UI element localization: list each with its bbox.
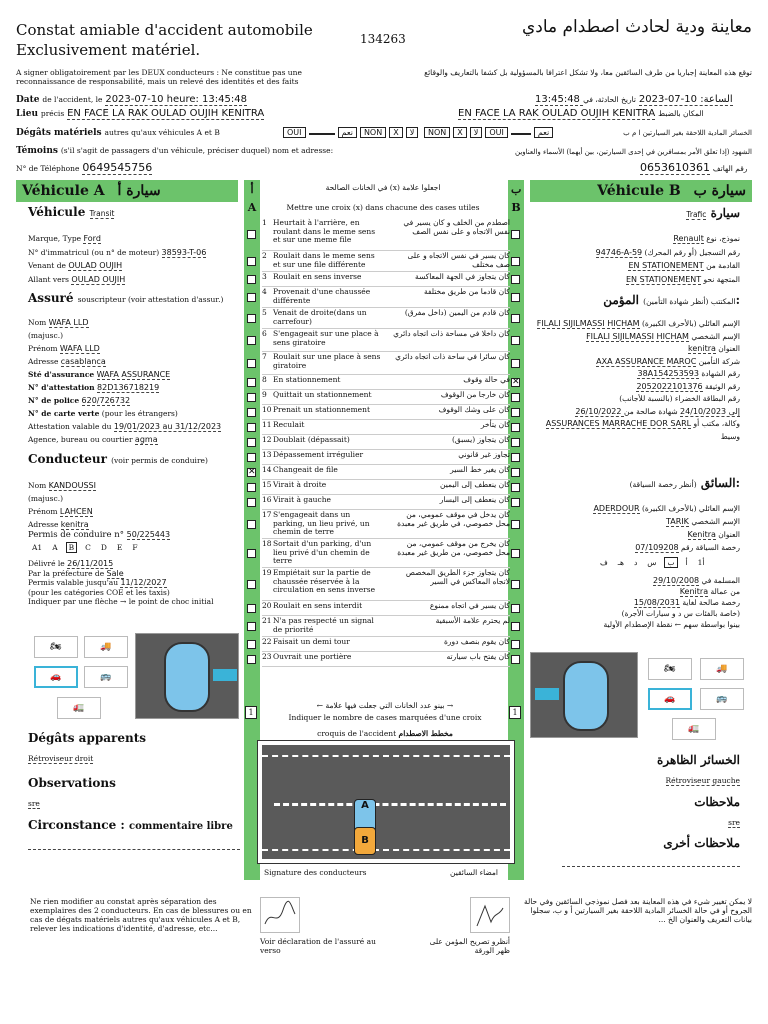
assure-b-agence[interactable]: ASSURANCES MARRACHE DOR SARL bbox=[545, 419, 692, 428]
count-b[interactable]: 1 bbox=[509, 706, 521, 719]
checkbox-a[interactable] bbox=[247, 622, 256, 631]
vehicle-a-immat[interactable]: 38593-T-06 bbox=[161, 247, 207, 257]
row-number: 6 bbox=[262, 329, 267, 338]
row-ar: كان ينعطف إلى اليسار bbox=[439, 495, 510, 504]
checkbox-b[interactable] bbox=[511, 230, 520, 239]
circumstance-row bbox=[262, 421, 510, 435]
circumstance-row bbox=[262, 653, 510, 667]
permit-category[interactable]: F bbox=[132, 543, 138, 552]
decl-ar: أنظرو تصريح المؤمن على ظهر الورقة bbox=[429, 937, 510, 955]
row-ar: كان يتأخر bbox=[480, 420, 510, 429]
conducteur-b: (أنظر رخصة السياقة) السائق: bbox=[629, 476, 740, 490]
row-ar: كان يتجاوز في الجهة المعاكسة bbox=[414, 272, 510, 281]
degats-b-value-wrap bbox=[540, 776, 740, 785]
checkbox-a[interactable] bbox=[247, 408, 256, 417]
circumstance-row bbox=[262, 252, 510, 272]
checkbox-b[interactable] bbox=[511, 378, 520, 387]
row-fr: Roulait sur une place à sens giratoire bbox=[273, 352, 381, 370]
checkbox-b[interactable] bbox=[511, 314, 520, 323]
row-number: 7 bbox=[262, 352, 267, 361]
checkbox-a[interactable] bbox=[247, 293, 256, 302]
checkbox-a[interactable] bbox=[247, 438, 256, 447]
assure-a-fields: Nom WAFA LLD (majusc.) Prénom WAFA LLD Adresse casablanca Sté d'assurance WAFA ASSURANCE N° d'attestation 82D136718219 N° de police 620/726732 N° de carte verte (pour les étrangers) Attestation valable du 19/01/2023 au 31/12/2023 Agence, bureau ou courtier agma bbox=[28, 318, 222, 444]
permis-a-categories bbox=[30, 542, 146, 553]
damages-a-non[interactable]: NON bbox=[360, 127, 386, 138]
row-ar: كان يدخل في موقف عمومي، من محل خصوصي، في طريق غير معبدة bbox=[397, 510, 510, 528]
circumstance-row bbox=[262, 481, 510, 495]
signature-b[interactable] bbox=[470, 897, 510, 933]
checkbox-b[interactable] bbox=[511, 468, 520, 477]
obs-a-title: Observations bbox=[28, 776, 116, 790]
circumstance-row bbox=[262, 309, 510, 329]
circumstance-row bbox=[262, 353, 510, 375]
row-fr: Doublait (dépassait) bbox=[273, 435, 350, 444]
vehicle-type-moto-a[interactable]: 🏍 bbox=[34, 636, 78, 658]
lieu-value[interactable]: EN FACE LA RAK OULAD OUJIH KENITRA bbox=[67, 108, 265, 119]
row-ar: كان ينعطف إلى اليمين bbox=[440, 480, 510, 489]
row-fr: Roulait dans le meme sens et sur une file différente bbox=[273, 251, 375, 269]
degats-b-value[interactable]: Rétroviseur gauche bbox=[665, 776, 740, 785]
witness-line: Témoins (s'il s'agit de passagers d'un véhicule, préciser duquel) nom et adresse: bbox=[16, 146, 334, 156]
intro-fr: A signer obligatoirement par les DEUX conducteurs : Ne constitue pas une reconnaissance de responsabilité, mais un relevé des identités et des faits bbox=[16, 68, 302, 86]
row-ar: كان على وشك الوقوف bbox=[438, 405, 510, 414]
assure-a: Assuré souscripteur (voir attestation d'assur.) bbox=[28, 291, 224, 305]
row-fr: Roulait en sens inverse bbox=[273, 272, 362, 281]
sketch-lane-mid bbox=[274, 803, 506, 806]
sig-ar: امضاء السائقين bbox=[450, 868, 498, 877]
checkbox-b[interactable] bbox=[511, 604, 520, 613]
degats-a-value[interactable]: Rétroviseur droit bbox=[28, 754, 94, 763]
damages-b-oui[interactable]: OUI bbox=[485, 127, 508, 138]
circumstance-row bbox=[262, 288, 510, 308]
witness-tel: N° de Téléphone 0649545756 bbox=[16, 161, 153, 174]
assure-b-ste[interactable]: AXA ASSURANCE MAROC bbox=[596, 356, 697, 366]
checkbox-a[interactable] bbox=[247, 359, 256, 368]
permit-category[interactable]: A1 bbox=[32, 543, 43, 552]
row-fr: Sortait d'un parking, d'un lieu privé d'un chemin de terre bbox=[273, 539, 372, 565]
circumstance-row bbox=[262, 391, 510, 405]
permit-category[interactable]: أ1 bbox=[697, 558, 705, 567]
row-number: 3 bbox=[262, 272, 267, 281]
vehicle-a-fields: Marque, Type Ford N° d'immatricul (ou n° de moteur) 38593-T-06 Venant de OULAD OUJIH Allant vers OULAD OUJIH bbox=[28, 234, 207, 284]
obs-b-value[interactable]: sre bbox=[728, 818, 740, 827]
vehicle-a-header: Véhicule A سيارة أ bbox=[16, 180, 238, 202]
checkbox-a[interactable] bbox=[247, 314, 256, 323]
row-fr: Quittait un stationnement bbox=[273, 390, 372, 399]
damages-ar: الخسائر المادية اللاحقة بغير السيارتين ا م ب bbox=[623, 129, 752, 137]
checkbox-b[interactable] bbox=[511, 580, 520, 589]
circumstance-row bbox=[262, 602, 510, 616]
sketch-road bbox=[262, 745, 510, 859]
row-fr: Virait à gauche bbox=[273, 495, 331, 504]
checkbox-b[interactable] bbox=[511, 275, 520, 284]
assure-a-valid[interactable]: 19/01/2023 au 31/12/2023 bbox=[113, 422, 222, 431]
row-number: 1 bbox=[262, 218, 267, 227]
checkbox-a[interactable] bbox=[247, 640, 256, 649]
checkbox-b[interactable] bbox=[511, 453, 520, 462]
damages-b-boxes: NON X لا OUI نعم bbox=[424, 127, 556, 138]
circumstance-row bbox=[262, 569, 510, 601]
date-ar-line: 13:45:48 الساعة: 10-07-2023 تاريخ الحادثة، في bbox=[535, 94, 733, 105]
vehicle-a-marque[interactable]: Ford bbox=[83, 234, 101, 243]
assure-b-nom[interactable]: FILALI SIJILMASSI HICHAM bbox=[536, 319, 640, 328]
row-number: 8 bbox=[262, 375, 267, 384]
row-fr: Heurtait à l'arrière, en roulant dans le meme sens et sur une meme file bbox=[273, 218, 376, 244]
title-fr: Constat amiable d'accident automobile Exclusivement matériel. bbox=[16, 21, 313, 59]
permit-category[interactable]: D bbox=[100, 543, 107, 552]
row-number: 9 bbox=[262, 390, 267, 399]
checkbox-b[interactable] bbox=[511, 640, 520, 649]
vehicle-type-truck-a[interactable]: 🚛 bbox=[57, 697, 101, 719]
circumstance-row bbox=[262, 496, 510, 510]
circ-b-title: ملاحظات أخرى bbox=[663, 836, 740, 850]
vehicle-type-car-b[interactable]: 🚗 bbox=[648, 688, 692, 710]
row-fr: Faisait un demi tour bbox=[273, 637, 350, 646]
col-a-label: أ A bbox=[247, 183, 257, 214]
checkbox-b[interactable] bbox=[511, 549, 520, 558]
row-ar: تجاوز غير قانوني bbox=[458, 450, 510, 459]
circumstance-row bbox=[262, 466, 510, 480]
footer-fr: Ne rien modifier au constat après séparation des exemplaires des 2 conducteurs. En cas de blessures ou en cas de dégats matériels autres qu'aux véhicules A et B, relever les indications d'identité, d'adresse, etc... bbox=[30, 897, 252, 933]
assure-a-attest[interactable]: 82D136718219 bbox=[97, 383, 160, 392]
permis-b-dates: 29/10/2008 المسلمة في Kenitra من عمالة 15/08/2031 رخصة صالحة لغاية (خاصة بالفئات س د و سيارات الأجرة) بينوا بواسطة سهم ← نقطة الإصطدام الأولية bbox=[603, 576, 740, 629]
assure-a-prenom[interactable]: WAFA LLD bbox=[59, 344, 100, 353]
sketch-car-a: A bbox=[354, 799, 376, 833]
row-number: 21 bbox=[262, 616, 272, 625]
witness-ar: الشهود (إذا تعلق الأمر بمسافرين في إحدى السيارتين، بين أيهما) الأسماء والعناوين bbox=[514, 148, 752, 156]
conducteur-a-prenom[interactable]: LAHCEN bbox=[59, 507, 93, 516]
checkbox-a[interactable] bbox=[247, 378, 256, 387]
checkbox-a[interactable] bbox=[247, 423, 256, 432]
sig-fr: Signature des conducteurs bbox=[264, 868, 367, 877]
checkbox-a[interactable] bbox=[247, 336, 256, 345]
vehicle-a-venant[interactable]: OULAD OUJIH bbox=[68, 261, 123, 270]
row-fr: Prenait un stationnement bbox=[273, 405, 370, 414]
row-fr: Roulait en sens interdit bbox=[273, 601, 363, 610]
row-fr: Venait de droite(dans un carrefour) bbox=[273, 308, 367, 326]
assure-b-prenom[interactable]: FILALI SIJILMASSI HICHAM bbox=[586, 331, 689, 341]
conducteur-b-adresse[interactable]: Kenitra bbox=[687, 530, 716, 539]
vehicle-b-allant[interactable]: EN STATIONEMENT bbox=[625, 274, 702, 284]
permit-category[interactable]: ف bbox=[600, 558, 608, 567]
degats-b-title: الخسائر الظاهرة bbox=[657, 753, 740, 767]
circ-a-title: Circonstance : commentaire libre bbox=[28, 818, 233, 832]
checkbox-a[interactable] bbox=[247, 230, 256, 239]
vehicle-b-section: Trafic سيارة bbox=[686, 206, 740, 220]
permis-a-number[interactable]: 50/225443 bbox=[126, 530, 171, 539]
circumstance-row bbox=[262, 376, 510, 390]
row-number: 15 bbox=[262, 480, 272, 489]
row-number: 14 bbox=[262, 465, 272, 474]
permit-category[interactable]: A bbox=[52, 543, 58, 552]
impact-arrow-b bbox=[535, 688, 559, 700]
impact-arrow-a bbox=[213, 669, 237, 681]
vehicle-b-venant[interactable]: EN STATIONEMENT bbox=[628, 261, 704, 270]
row-number: 19 bbox=[262, 568, 272, 577]
checkbox-a[interactable] bbox=[247, 483, 256, 492]
sketch-lane-bottom bbox=[262, 849, 510, 851]
circ-b-line[interactable] bbox=[562, 866, 740, 867]
impact-diagram-a[interactable] bbox=[135, 633, 239, 719]
row-number: 17 bbox=[262, 510, 272, 519]
checkbox-b[interactable] bbox=[511, 336, 520, 345]
row-ar: اصطدم من الخلف و كان يسير في نفس الاتجاه و على نفس الصف bbox=[403, 218, 510, 236]
circumstance-row bbox=[262, 219, 510, 251]
signature-b-icon bbox=[471, 898, 509, 932]
assure-a-police[interactable]: 620/726732 bbox=[81, 396, 131, 405]
conducteur-b-fields: ADERDOUR الإسم العائلي (بالأحرف الكبيرة) TARIK الإسم الشخصي Kenitra العنوان 07/109208 رخصة السياقة رقم bbox=[593, 504, 740, 552]
assure-b-police[interactable]: 2052022101376 bbox=[636, 381, 703, 391]
conducteur-a-adresse[interactable]: kenitra bbox=[60, 520, 89, 529]
row-number: 20 bbox=[262, 601, 272, 610]
row-fr: S'engageait dans un parking, un lieu privé, un chemin de terre bbox=[273, 510, 370, 536]
checkbox-b[interactable] bbox=[511, 359, 520, 368]
row-ar: كان سائرا في ساحة ذات اتجاه دائري bbox=[395, 352, 510, 361]
signature-a[interactable] bbox=[260, 897, 300, 933]
vehicle-type-car-a[interactable]: 🚗 bbox=[34, 666, 78, 688]
witness-tel-ar-value[interactable]: 0653610361 bbox=[640, 161, 710, 174]
date-value[interactable]: 2023-07-10 heure: 13:45:48 bbox=[105, 94, 247, 105]
row-fr: N'a pas respecté un signal de priorité bbox=[273, 616, 374, 634]
croquis-title: croquis de l'accident مخطط الاصطدام bbox=[317, 729, 453, 738]
checkbox-b[interactable] bbox=[511, 257, 520, 266]
row-ar: كان قادم من اليمين (داخل مفرق) bbox=[404, 308, 510, 317]
checkbox-a[interactable] bbox=[247, 453, 256, 462]
checkbox-b[interactable] bbox=[511, 393, 520, 402]
row-number: 11 bbox=[262, 420, 272, 429]
checkbox-b[interactable] bbox=[511, 423, 520, 432]
obs-b-title: ملاحظات bbox=[694, 795, 740, 809]
checkbox-a[interactable] bbox=[247, 257, 256, 266]
checkbox-a[interactable] bbox=[247, 393, 256, 402]
degats-a-title: Dégâts apparents bbox=[28, 731, 146, 745]
vehicle-type-bus-b[interactable]: 🚌 bbox=[700, 688, 744, 710]
circumstance-row bbox=[262, 451, 510, 465]
witness-tel-value[interactable]: 0649545756 bbox=[82, 161, 153, 174]
vehicle-type-truck-b[interactable]: 🚛 bbox=[672, 718, 716, 740]
assure-a-adresse[interactable]: casablanca bbox=[60, 357, 106, 366]
row-fr: En stationnement bbox=[273, 375, 341, 384]
conducteur-a-fields: Nom KANDOUSSI (majusc.) Prénom LAHCEN Adresse kenitra bbox=[28, 481, 96, 529]
assure-b-fields: FILALI SIJILMASSI HICHAM الإسم العائلي (بالأحرف الكبيرة) FILALI SIJILMASSI HICHAM الإسم الشخصي kenitra العنوان AXA ASSURANCE MAROC شركة التأمين 38A154253593 رقم الشهادة 2052022101376 رقم الوثيقة رقم البطاقة الخضراء (بالنسبة للأجانب) 26/10/2022 إلى 24/10/2023 شهادة صالحة من ASSURANCES MARRACHE DOR SARL وكالة، مكتب أو وسيط bbox=[536, 319, 740, 441]
row-number: 12 bbox=[262, 435, 272, 444]
permis-a: Permis de conduire n° 50/225443 bbox=[28, 530, 171, 540]
col-b-label: ب B bbox=[511, 183, 522, 214]
row-ar: كان يغير خط السير bbox=[450, 465, 510, 474]
permit-category[interactable]: أ bbox=[685, 558, 688, 567]
circumstance-row bbox=[262, 330, 510, 352]
permit-category[interactable]: هـ bbox=[617, 558, 624, 567]
checkbox-a[interactable] bbox=[247, 275, 256, 284]
middle-head-fr: Mettre une croix (x) dans chacune des cases utiles bbox=[286, 203, 480, 212]
row-ar: كان يتجاوز جزء الطريق المخصص لاتجاه المعاكس في السير bbox=[405, 568, 510, 586]
lieu-ar-line: EN FACE LA RAK OULAD OUJIH KENITRA المكان بالضبط bbox=[458, 108, 704, 119]
damages-a-oui[interactable]: OUI bbox=[283, 127, 306, 138]
permit-category[interactable]: B bbox=[66, 542, 78, 553]
row-ar: كان يسير في نفس الاتجاه و على صف مختلف bbox=[407, 251, 510, 269]
decl-fr: Voir déclaration de l'assuré au verso bbox=[260, 937, 376, 955]
vehicle-type-van-b[interactable]: 🚚 bbox=[700, 658, 744, 680]
row-fr: Reculait bbox=[273, 420, 305, 429]
checkbox-b[interactable] bbox=[511, 622, 520, 631]
checkbox-b[interactable] bbox=[511, 438, 520, 447]
date-ar-value[interactable]: 13:45:48 الساعة: 10-07-2023 bbox=[535, 94, 733, 105]
checkbox-a[interactable] bbox=[247, 520, 256, 529]
form-number: 134263 bbox=[360, 32, 406, 46]
row-number: 2 bbox=[262, 251, 267, 260]
damages-b-non[interactable]: NON bbox=[424, 127, 450, 138]
permit-category[interactable]: C bbox=[85, 543, 91, 552]
row-ar: كان يقوم بنصف دورة bbox=[443, 637, 510, 646]
sketch-car-b: B bbox=[354, 827, 376, 855]
vehicle-a-section: Véhicule Transit bbox=[28, 205, 115, 219]
row-number: 22 bbox=[262, 637, 272, 646]
sketch-lane-top bbox=[262, 755, 510, 757]
row-ar: كان خارجا من الوقوف bbox=[440, 390, 510, 399]
permis-b-number[interactable]: 07/109208 bbox=[635, 543, 679, 552]
damages-line: Dégâts matériels autres qu'aux véhicules A et B bbox=[16, 128, 220, 138]
count-ar: ← بينو عدد الخانات التي جعلت فيها علامة → bbox=[316, 701, 454, 710]
checkbox-a[interactable] bbox=[247, 468, 256, 477]
assure-b-valid[interactable]: 26/10/2022 إلى 24/10/2023 bbox=[575, 406, 740, 416]
vehicle-type-bus-a[interactable]: 🚌 bbox=[84, 666, 128, 688]
permit-category[interactable]: د bbox=[633, 558, 638, 567]
row-ar: كان يسير في اتجاه ممنوع bbox=[429, 601, 510, 610]
checkbox-a[interactable] bbox=[247, 655, 256, 664]
row-number: 4 bbox=[262, 287, 267, 296]
conducteur-b-nom[interactable]: ADERDOUR bbox=[593, 504, 640, 513]
title-ar: معاينة ودية لحادث اصطدام مادي bbox=[521, 17, 752, 37]
circumstance-row bbox=[262, 638, 510, 652]
signature-a-icon bbox=[261, 898, 299, 932]
row-fr: Empiétait sur la partie de chaussée réservée à la circulation en sens inverse bbox=[273, 568, 376, 594]
row-ar: كان يتجاوز (يسبق) bbox=[451, 435, 510, 444]
middle-head-ar: اجعلوا علامة (x) في الخانات الصالحة bbox=[325, 183, 441, 192]
checkbox-a[interactable] bbox=[247, 549, 256, 558]
conducteur-a-nom[interactable]: KANDOUSSI bbox=[48, 481, 96, 490]
vehicle-b-fields: Renault نموذج، نوع 94746-A-59 رقم التسجيل (أو رقم المحرك) EN STATIONEMENT القادمة من EN STATIONEMENT المتجهة نحو bbox=[595, 234, 740, 284]
row-ar: كان يخرج من موقف عمومي، من محل خصوصي، من طريق غير معبدة bbox=[397, 539, 510, 557]
row-number: 10 bbox=[262, 405, 272, 414]
row-number: 13 bbox=[262, 450, 272, 459]
obs-a-value[interactable]: sre bbox=[28, 799, 40, 808]
permit-category[interactable]: ب bbox=[664, 557, 677, 568]
row-number: 18 bbox=[262, 539, 272, 548]
count-fr: Indiquer le nombre de cases marquées d'une croix bbox=[288, 713, 482, 722]
row-number: 16 bbox=[262, 495, 272, 504]
circumstance-row bbox=[262, 617, 510, 637]
checkbox-b[interactable] bbox=[511, 408, 520, 417]
checkbox-b[interactable] bbox=[511, 655, 520, 664]
vehicle-b-header: Véhicule B سيارة ب bbox=[530, 180, 752, 202]
assure-a-ste[interactable]: WAFA ASSURANCE bbox=[96, 370, 171, 379]
permit-category[interactable]: س bbox=[647, 558, 657, 567]
row-fr: Ouvrait une portière bbox=[273, 652, 352, 661]
row-ar: كان داخلا في مساحة ذات اتجاه دائري bbox=[393, 329, 510, 338]
row-fr: Changeait de file bbox=[273, 465, 338, 474]
circumstance-row bbox=[262, 540, 510, 568]
row-fr: Provenait d'une chaussée différente bbox=[273, 287, 371, 305]
car-top-b bbox=[563, 661, 609, 731]
permis-a-dates: Délivré le 26/11/2015 Par la préfecture de Sale Permis valable jusqu'au 11/12/2027 (pour les catégories COE et les taxis) Indiquer par une flèche → le point de choc initial bbox=[28, 559, 214, 606]
assure-a-agence[interactable]: agma bbox=[134, 435, 158, 444]
checkbox-b[interactable] bbox=[511, 483, 520, 492]
assure-b: المكتتب (أنظر شهادة التأمين) المؤمن: bbox=[603, 293, 740, 307]
circ-a-line[interactable] bbox=[28, 849, 240, 850]
circumstance-row bbox=[262, 436, 510, 450]
circumstance-row bbox=[262, 273, 510, 287]
intro-ar: توقع هذه المعاينة إجباريا من طرف السائقين معا، ولا تشكل اعترافا بالمسؤولية بل كشفا بالتعاريف والوقائع bbox=[424, 68, 752, 77]
lieu-ar-value[interactable]: EN FACE LA RAK OULAD OUJIH KENITRA bbox=[458, 108, 656, 119]
conducteur-b-prenom[interactable]: TARIK bbox=[666, 517, 689, 526]
assure-a-nom[interactable]: WAFA LLD bbox=[48, 318, 89, 327]
checkbox-a[interactable] bbox=[247, 580, 256, 589]
checkbox-a[interactable] bbox=[247, 498, 256, 507]
row-number: 23 bbox=[262, 652, 272, 661]
vehicle-type-moto-b[interactable]: 🏍 bbox=[648, 658, 692, 680]
witness-tel-ar: 0653610361 رقم الهاتف bbox=[640, 161, 748, 174]
checkbox-b[interactable] bbox=[511, 498, 520, 507]
assure-b-attest[interactable]: 38A154253593 bbox=[637, 369, 699, 378]
circumstance-row bbox=[262, 511, 510, 539]
permit-category[interactable]: E bbox=[116, 543, 123, 552]
circumstance-row bbox=[262, 406, 510, 420]
count-a[interactable]: 1 bbox=[245, 706, 257, 719]
damages-a-boxes: OUI نعم NON X لا bbox=[283, 127, 421, 138]
obs-b-value-wrap bbox=[540, 818, 740, 827]
vehicle-a-allant[interactable]: OULAD OUJIH bbox=[71, 274, 126, 284]
permis-b-categories bbox=[598, 557, 712, 568]
checkbox-a[interactable] bbox=[247, 604, 256, 613]
vehicle-type-van-a[interactable]: 🚚 bbox=[84, 636, 128, 658]
conducteur-a: Conducteur (voir permis de conduire) bbox=[28, 452, 208, 466]
row-fr: Dépassement irrégulier bbox=[273, 450, 364, 459]
checkbox-b[interactable] bbox=[511, 520, 520, 529]
date-line: Date de l'accident, le 2023-07-10 heure: 13:45:48 bbox=[16, 94, 247, 105]
row-number: 5 bbox=[262, 308, 267, 317]
car-top-a bbox=[164, 642, 210, 712]
vehicle-b-immat[interactable]: 94746-A-59 bbox=[595, 247, 643, 257]
row-ar: لم يحترم علامة الأسبقية bbox=[435, 616, 510, 625]
lieu-line: Lieu précis EN FACE LA RAK OULAD OUJIH KENITRA bbox=[16, 108, 265, 119]
checkbox-b[interactable] bbox=[511, 293, 520, 302]
impact-diagram-b[interactable] bbox=[530, 652, 638, 738]
row-ar: في حالة وقوف bbox=[463, 375, 510, 384]
vehicle-b-marque[interactable]: Renault bbox=[673, 234, 704, 243]
footer-ar: لا يمكن تغيير شيء في هذه المعاينة بعد فصل نموذجي السائقين وفي حالة الجروح أو في حالة الخسائر المادية اللاحقة بغير السيارتين أ و ب، سجلوا بيانات التعريف والعنوان الخ ... bbox=[523, 897, 752, 924]
assure-b-adresse[interactable]: kenitra bbox=[688, 344, 716, 353]
accident-sketch[interactable] bbox=[257, 740, 515, 864]
row-fr: Virait à droite bbox=[273, 480, 327, 489]
row-fr: S'engageait sur une place à sens giratoire bbox=[273, 329, 379, 347]
row-ar: كان قادما من طريق مختلفة bbox=[423, 287, 510, 296]
row-ar: كان يفتح باب سيارته bbox=[446, 652, 510, 661]
